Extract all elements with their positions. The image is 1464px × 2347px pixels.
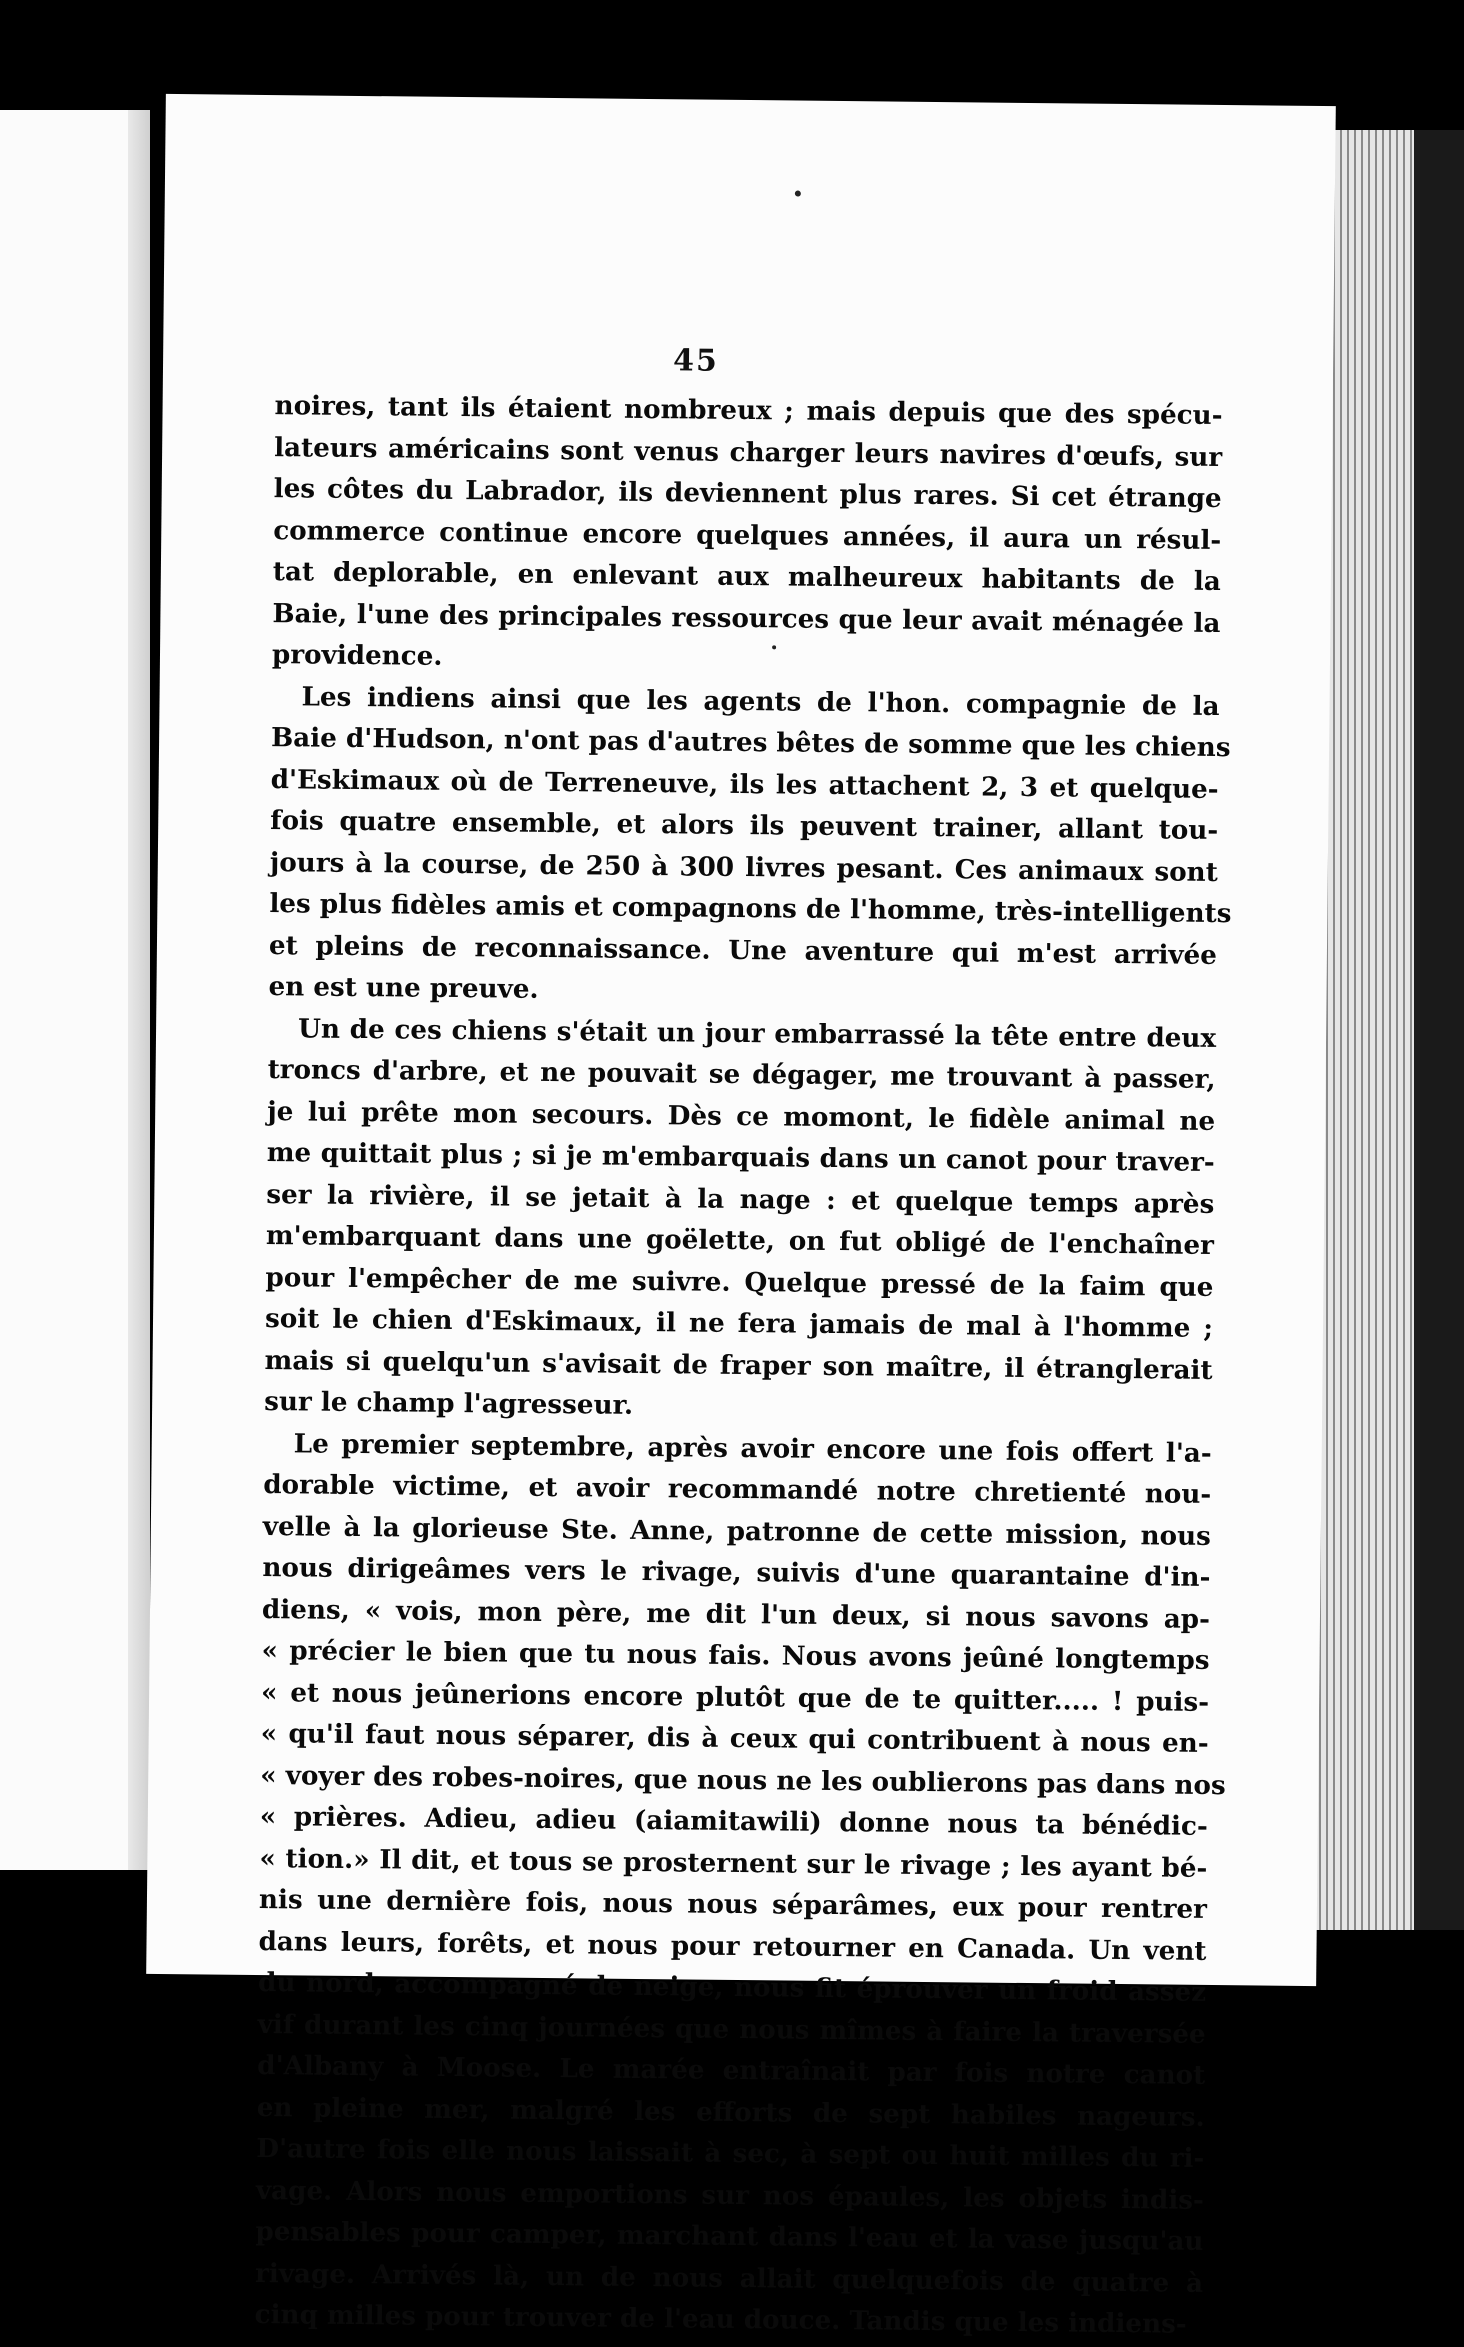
text-line: « prières. Adieu, adieu (aiamitawili) donne nous ta bénédic- (259, 1801, 1208, 1842)
text-line: Les indiens ainsi que les agents de l'hon. compagnie de la (301, 680, 1220, 722)
text-line: Le premier septembre, après avoir encore une fois offert l'a- (293, 1427, 1212, 1469)
text-line: pour l'empêcher de me suivre. Quelque pressé de la faim que (265, 1261, 1214, 1303)
text-line: commerce continue encore quelques années, il aura un résul- (273, 514, 1222, 556)
text-line: dorable victime, et avoir recommandé notre chretienté nou- (263, 1469, 1212, 1510)
text-line: les côtes du Labrador, ils deviennent plus rares. Si cet étrange (273, 473, 1222, 515)
text-line: tat deplorable, en enlevant aux malheureux habitants de la (272, 556, 1221, 597)
paragraph (268, 676, 1232, 1018)
text-line: en est une preuve. (268, 971, 539, 1005)
text-line: cinq milles pour trouver de l'eau douce. Tandis que les indiens- (254, 2298, 1187, 2340)
text-line: nis une dernière fois, nous nous séparâmes, eux pour rentrer (258, 1884, 1208, 1925)
text-line: du nord, accompagné de neige, nous fit éprouver un froid assez (257, 1966, 1207, 2008)
paragraph (254, 1423, 1226, 2346)
text-line: nous dirigeâmes vers le rivage, suivis d'une quarantaine d'in- (262, 1552, 1211, 1593)
book-gutter (128, 110, 150, 1870)
text-line: vage. Alors nous emportions sur nos épaules, les objets indis- (255, 2174, 1205, 2216)
text-line: ser la rivière, il se jetait à la nage : et quelque temps après (266, 1178, 1215, 1220)
text-line: noires, tant ils étaient nombreux ; mais depuis que des spécu- (274, 390, 1223, 432)
text-line: rivage. Arrivés là, un de nous allait quelquefois de quatre à (254, 2257, 1204, 2299)
text-line: lateurs américains sont venus charger leurs navires d'œufs, sur (274, 431, 1223, 473)
text-line: d'Albany à Moose. Le marée entraînait par fois notre canot (257, 2049, 1206, 2091)
facing-page-left (0, 110, 150, 1870)
text-line: mais si quelqu'un s'avisait de fraper son maître, il étranglerait (264, 1344, 1213, 1386)
text-line: Baie d'Hudson, n'ont pas d'autres bêtes de somme que les chiens (270, 722, 1231, 764)
text-line: D'autre fois elle nous laissait à sec, à sept ou huit milles du ri- (256, 2132, 1205, 2174)
paragraph (264, 1008, 1216, 1433)
text-line: Un de ces chiens s'était un jour embarrassé la tête entre deux (297, 1012, 1217, 1054)
text-line: « précier le bien que tu nous fais. Nous avons jeûné longtemps (261, 1635, 1210, 1676)
book-page-edges (1314, 130, 1464, 1930)
page-number: 45 (672, 343, 720, 379)
text-line: les plus fidèles amis et compagnons de l'homme, très-intelligents (269, 888, 1232, 930)
text-line: « tion.» Il dit, et tous se prosternent sur le rivage ; les ayant bé- (259, 1842, 1208, 1884)
text-line: me quittait plus ; si je m'embarquais dans un canot pour traver- (266, 1137, 1215, 1178)
text-line: je lui prête mon secours. Dès ce momont, le fidèle animal ne (267, 1095, 1216, 1137)
text-line: m'embarquant dans une goëlette, on fut obligé de l'enchaîner (265, 1220, 1215, 1261)
text-line: providence. (271, 639, 443, 672)
text-line: dans leurs, forêts, et nous pour retourner en Canada. Un vent (258, 1925, 1207, 1967)
book-cover-edge (1414, 130, 1464, 1930)
text-line: pensables pour camper, marchant dans l'eau et la vase jusqu'au (255, 2215, 1204, 2257)
text-line: fois quatre ensemble, et alors ils peuvent trainer, allant tou- (270, 805, 1219, 846)
text-line: d'Eskimaux où de Terreneuve, ils les attachent 2, 3 et quelque- (270, 763, 1219, 805)
text-line: et pleins de reconnaissance. Une aventure qui m'est arrivée (268, 929, 1218, 971)
ink-speck (795, 191, 801, 197)
text-line: jours à la course, de 250 à 300 livres pesant. Ces animaux sont (269, 846, 1218, 888)
text-line: vif durant les cinq journées que nous mîmes à faire la traversée (257, 2008, 1206, 2050)
paragraph (272, 385, 1223, 685)
text-line: diens, « vois, mon père, me dit l'un deux, si nous savons ap- (261, 1593, 1211, 1635)
text-line: « et nous jeûnerions encore plutôt que de te quitter..... ! puis- (260, 1676, 1210, 1718)
text-line: « qu'il faut nous séparer, dis à ceux qui contribuent à nous en- (260, 1718, 1209, 1759)
ink-speck (772, 645, 776, 649)
text-line: velle à la glorieuse Ste. Anne, patronne de cette mission, nous (262, 1510, 1211, 1552)
text-line: troncs d'arbre, et ne pouvait se dégager, me trouvant à passer, (267, 1054, 1216, 1095)
scanned-page (146, 94, 1336, 2340)
text-line: Baie, l'une des principales ressources que leur avait ménagée la (272, 597, 1221, 639)
text-line: en pleine mer, malgré les efforts de sept habiles nageurs. (256, 2091, 1205, 2133)
text-line: soit le chien d'Eskimaux, il ne fera jamais de mal à l'homme ; (264, 1303, 1214, 1344)
text-line: sur le champ l'agresseur. (264, 1386, 634, 1421)
page-body-text (254, 385, 1232, 2345)
text-line: « voyer des robes-noires, que nous ne les oublierons pas dans nos (260, 1759, 1226, 1801)
